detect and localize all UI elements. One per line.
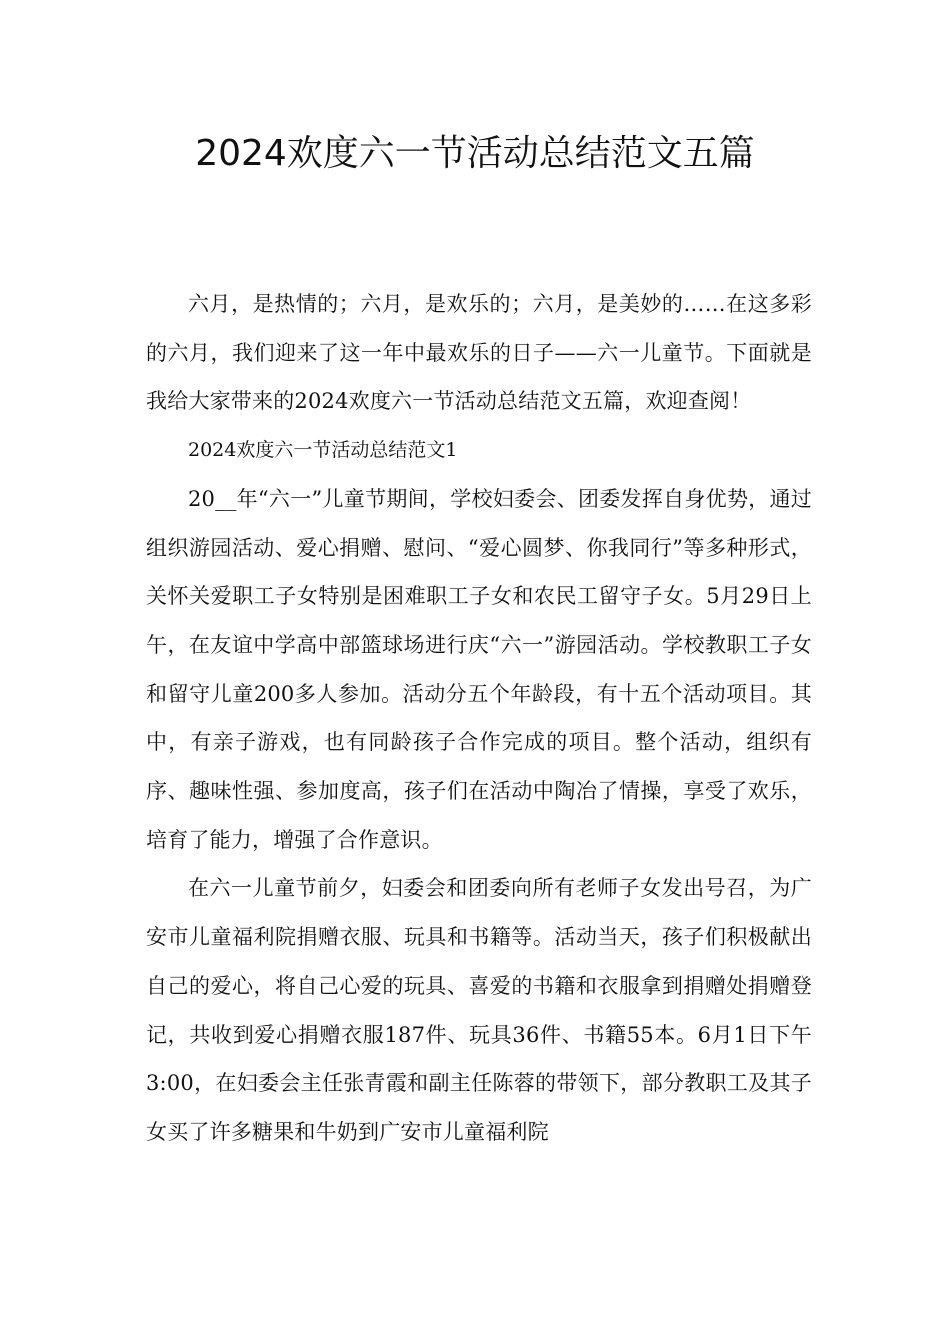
body-paragraph: 在六一儿童节前夕，妇委会和团委向所有老师子女发出号召，为广安市儿童福利院捐赠衣服、玩具和书籍等。活动当天，孩子们积极献出自己的爱心，将自己心爱的玩具、喜爱的书籍和衣服拿到捐赠处捐赠登记，共收到爱心捐赠衣服187件、玩具36件、书籍55本。6月1日下午3:00，在妇委会主任张青霞和副主任陈蓉的带领下，部分教职工及其子女买了许多糖果和牛奶到广安市儿童福利院 [146,876,812,1144]
document-title: 2024欢度六一节活动总结范文五篇 [195,133,755,174]
document-body [146,280,812,1157]
body-paragraph: 20__年“六一”儿童节期间，学校妇委会、团委发挥自身优势，通过组织游园活动、爱心捐赠、慰问、“爱心圆梦、你我同行”等多种形式，关怀关爱职工子女特别是困难职工子女和农民工留守子女。5月29日上午，在友谊中学高中部篮球场进行庆“六一”游园活动。学校教职工子女和留守儿童200多人参加。活动分五个年龄段，有十五个活动项目。其中，有亲子游戏，也有同龄孩子合作完成的项目。整个活动，组织有序、趣味性强、参加度高，孩子们在活动中陶冶了情操，享受了欢乐，培育了能力，增强了合作意识。 [146,486,812,852]
intro-paragraph: 六月，是热情的；六月，是欢乐的；六月，是美妙的……在这多彩的六月，我们迎来了这一年中最欢乐的日子——六一儿童节。下面就是我给大家带来的2024欢度六一节活动总结范文五篇，欢迎查阅！ [146,292,812,414]
section-heading: 2024欢度六一节活动总结范文1 [188,439,458,462]
